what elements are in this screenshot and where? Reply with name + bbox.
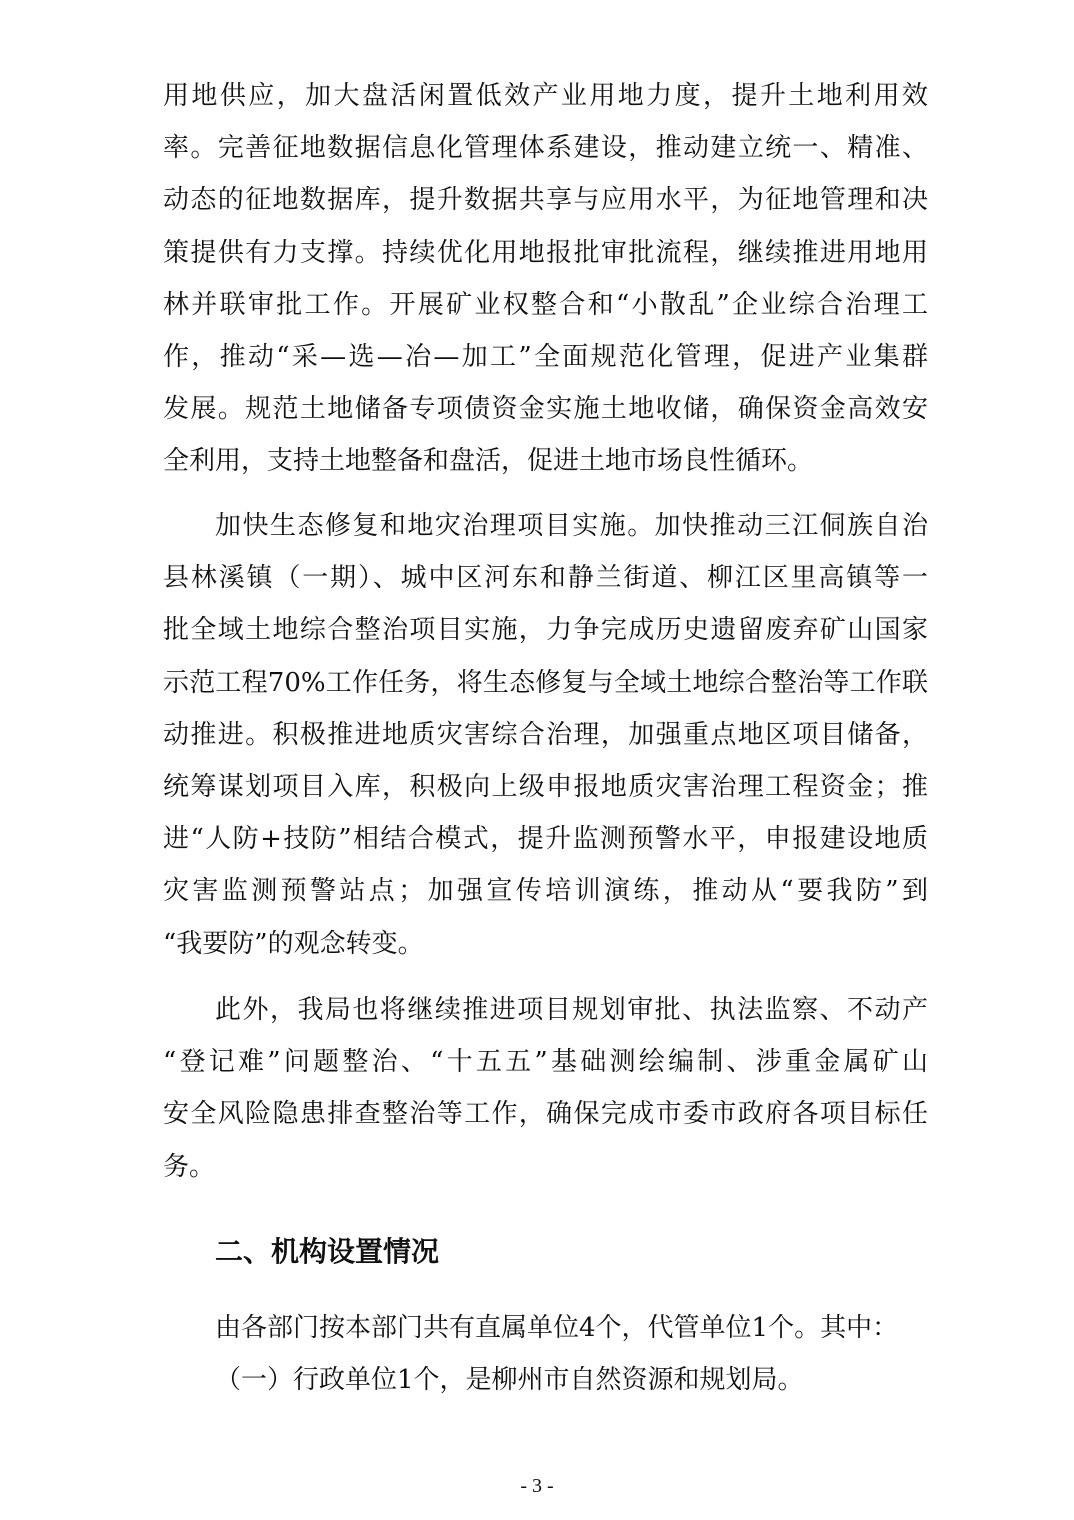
paragraph-line: 率。完善征地数据信息化管理体系建设，推动建立统一、精准、 [163, 133, 928, 164]
paragraph-line: 由各部门按本部门共有直属单位4个，代管单位1个。其中： [215, 1313, 899, 1343]
page-number: - 3 - [520, 1475, 554, 1497]
paragraph-ecological-restoration [163, 500, 928, 970]
paragraph-line: 示范工程70%工作任务，将生态修复与全域土地综合整治等工作联 [163, 667, 928, 698]
paragraph-line: 安全风险隐患排查整治等工作，确保完成市委市政府各项目标任 [163, 1099, 928, 1130]
paragraph-line: 动态的征地数据库，提升数据共享与应用水平，为征地管理和决 [163, 185, 928, 216]
paragraph-line: 作，推动“采—选—冶—加工”全面规范化管理，促进产业集群 [163, 341, 928, 372]
paragraph-line: 县林溪镇（一期）、城中区河东和静兰街道、柳江区里高镇等一 [163, 563, 928, 594]
paragraph-line: 此外，我局也将继续推进项目规划审批、执法监察、不动产 [215, 995, 928, 1025]
paragraph-line: 务。 [163, 1151, 216, 1182]
paragraph-line: 灾害监测预警站点；加强宣传培训演练，推动从“要我防”到 [163, 876, 928, 907]
paragraph-line: 动推进。积极推进地质灾害综合治理，加强重点地区项目储备， [163, 719, 928, 750]
paragraph-line: “登记难”问题整治、“十五五”基础测绘编制、涉重金属矿山 [163, 1047, 928, 1078]
section-heading: 二、机构设置情况 [215, 1235, 440, 1268]
paragraph-line: 加快生态修复和地灾治理项目实施。加快推动三江侗族自治 [215, 511, 928, 541]
paragraph-line: 统筹谋划项目入库，积极向上级申报地质灾害治理工程资金；推 [163, 771, 928, 802]
paragraph-line: 林并联审批工作。开展矿业权整合和“小散乱”企业综合治理工 [163, 289, 928, 320]
paragraph-line: 全利用，支持土地整备和盘活，促进土地市场良性循环。 [163, 446, 814, 477]
paragraph-line: 用地供应，加大盘活闲置低效产业用地力度，提升土地利用效 [163, 81, 928, 111]
paragraph-land-use [163, 70, 928, 488]
paragraph-line: （一）行政单位1个，是柳州市自然资源和规划局。 [215, 1365, 804, 1396]
paragraph-line: 发展。规范土地储备专项债资金实施土地收储，确保资金高效安 [163, 394, 928, 425]
paragraph-other-work [163, 984, 928, 1193]
paragraph-line: 进“人防+技防”相结合模式，提升监测预警水平，申报建设地质 [163, 824, 928, 855]
paragraph-line: “我要防”的观念转变。 [163, 928, 424, 959]
paragraph-organization [163, 1302, 928, 1406]
paragraph-line: 批全域土地综合整治项目实施，力争完成历史遗留废弃矿山国家 [163, 615, 928, 646]
paragraph-line: 策提供有力支撑。持续优化用地报批审批流程，继续推进用地用 [163, 237, 928, 268]
